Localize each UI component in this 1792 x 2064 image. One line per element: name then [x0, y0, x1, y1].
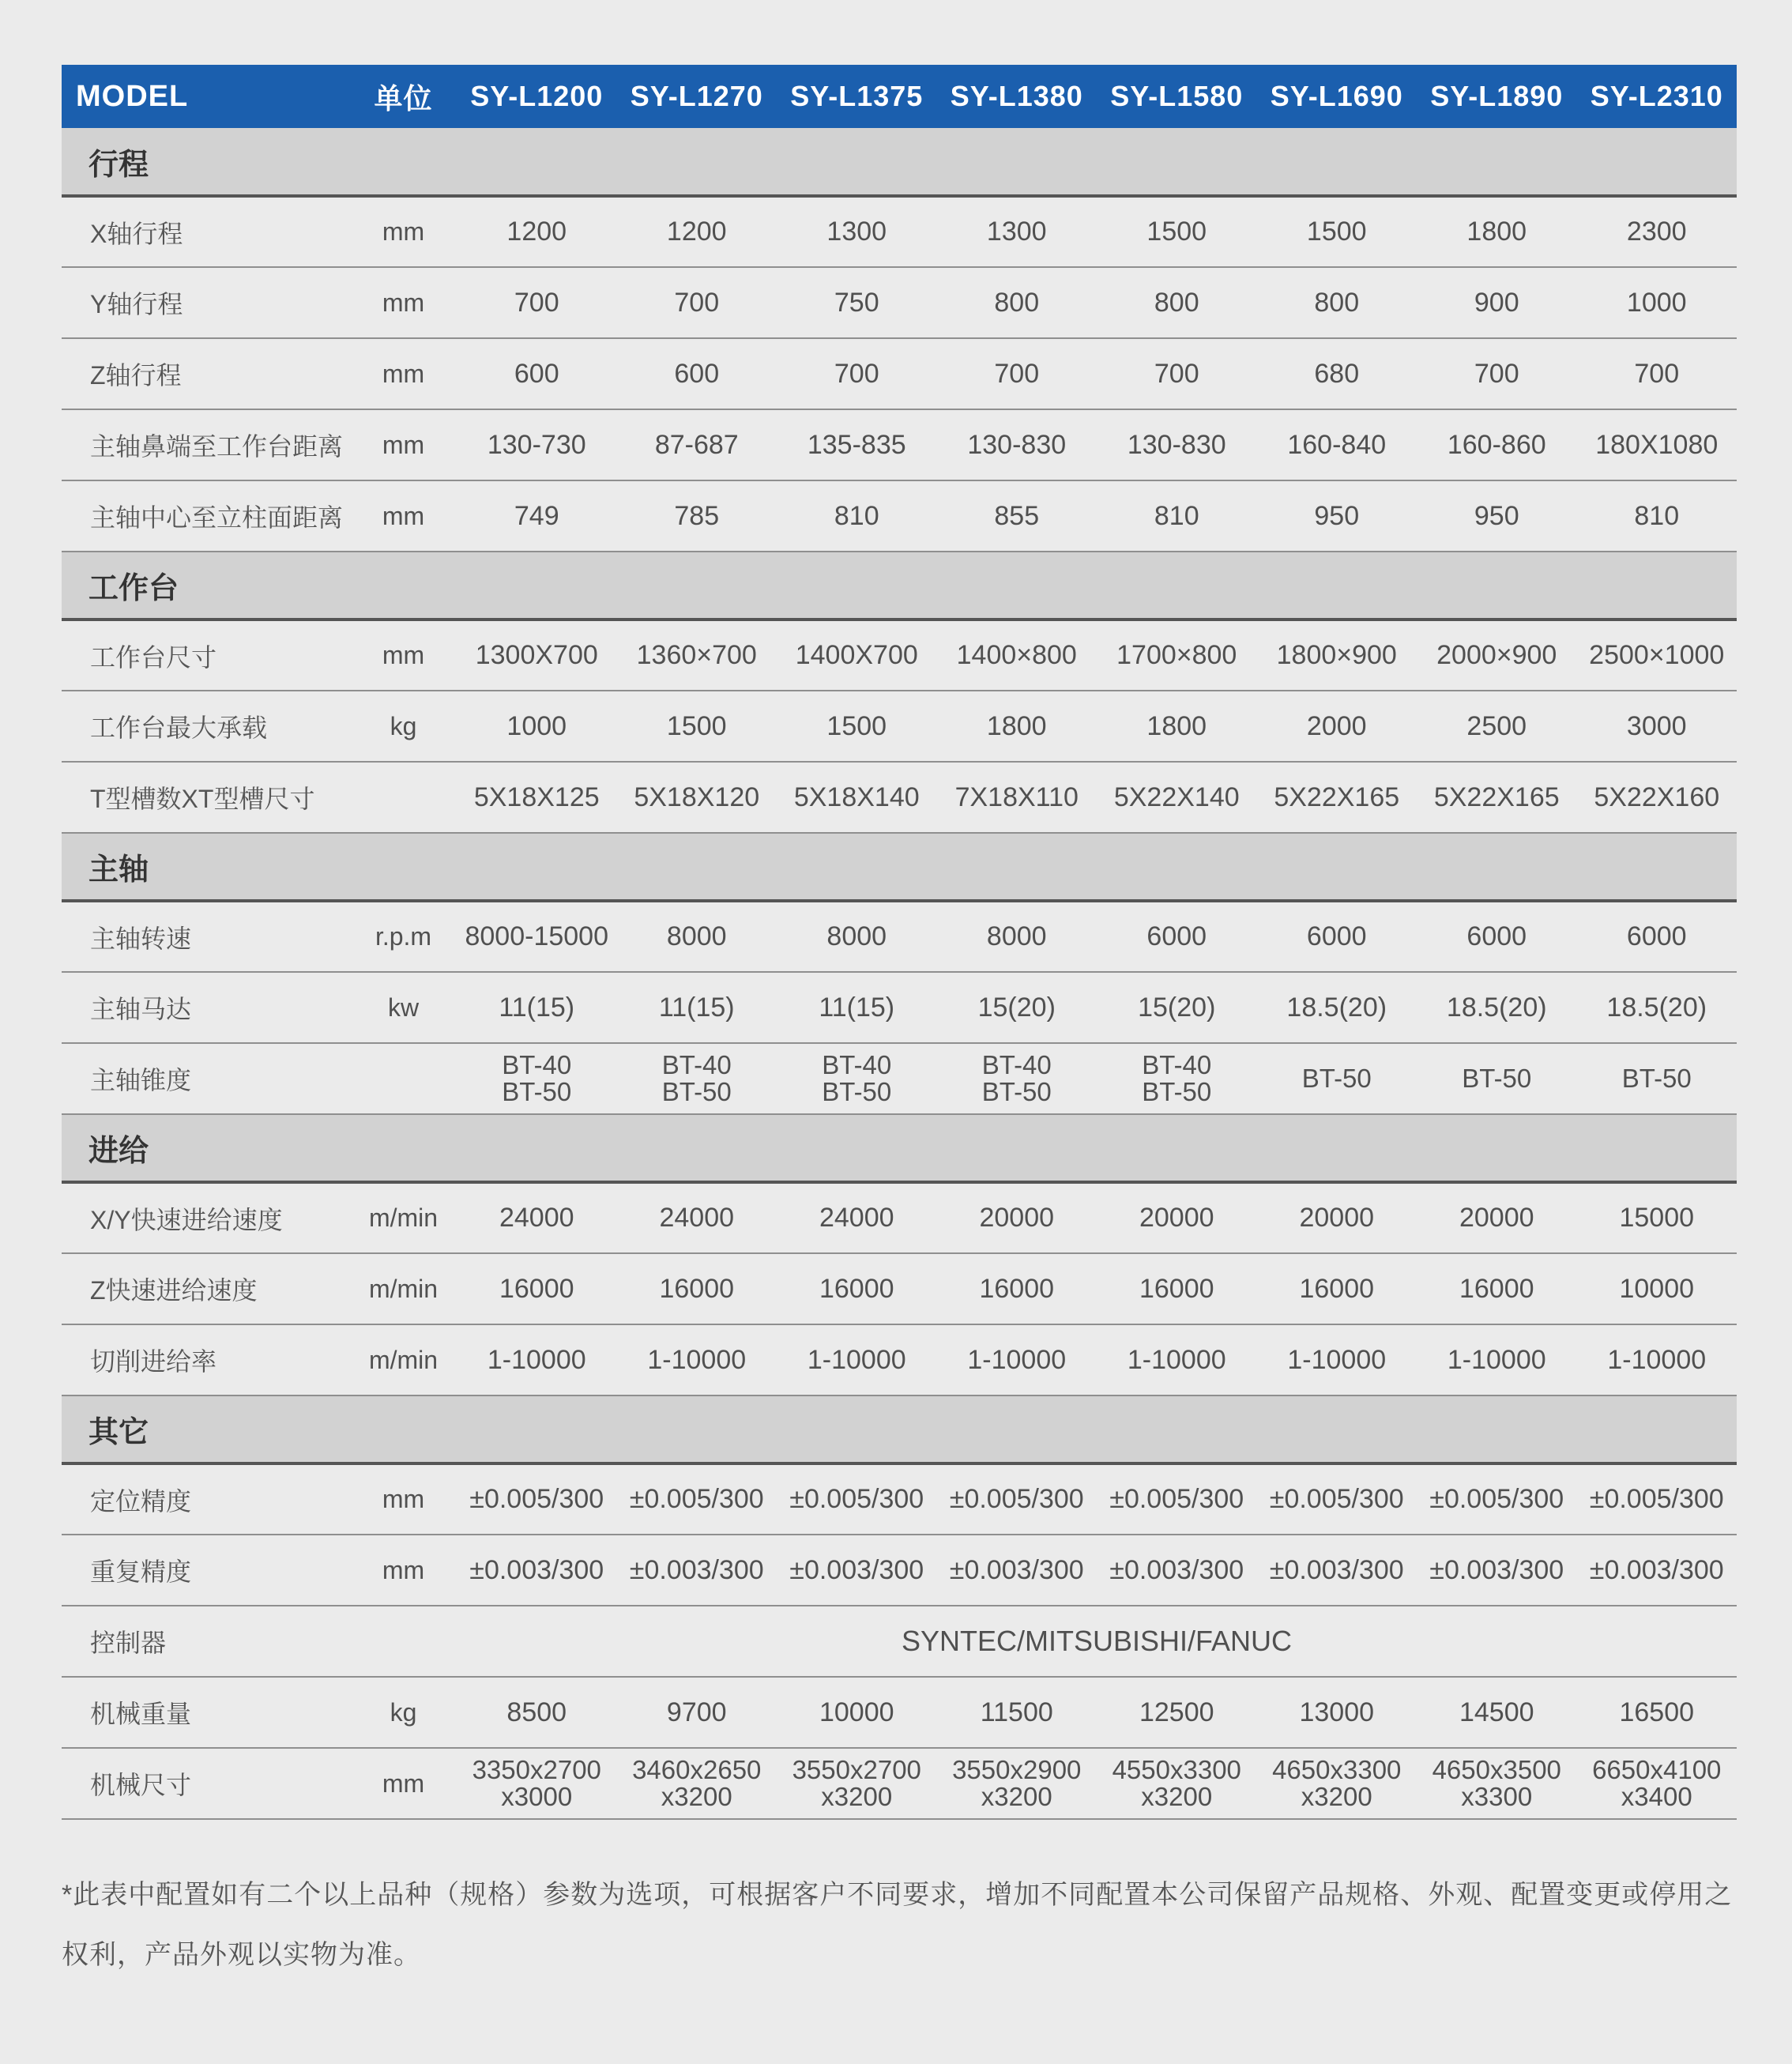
row-value: 16500 — [1577, 1677, 1737, 1748]
row-value-line: 4650x3300 — [1272, 1755, 1402, 1784]
row-value: 700 — [937, 338, 1097, 409]
row-label: 机械重量 — [62, 1677, 350, 1748]
row-value: 1-10000 — [1257, 1324, 1417, 1395]
row-value: 810 — [777, 480, 937, 552]
row-value: 6000 — [1417, 901, 1577, 972]
row-value: 15(20) — [1097, 972, 1257, 1043]
row-value: 1500 — [617, 691, 777, 762]
row-label: Z轴行程 — [62, 338, 350, 409]
unit-header: 单位 — [374, 81, 433, 115]
table-row — [62, 1463, 1737, 1535]
model-name: SY-L2310 — [1590, 80, 1723, 112]
row-value: 20000 — [937, 1182, 1097, 1253]
table-row — [62, 620, 1737, 691]
row-value: 20000 — [1097, 1182, 1257, 1253]
row-value-line: 3460x2650 — [632, 1755, 762, 1784]
row-value-line: BT-50 — [1462, 1064, 1532, 1093]
row-value: 8000-15000 — [457, 901, 617, 972]
row-value: 8000 — [777, 901, 937, 972]
row-value: ±0.003/300 — [1097, 1535, 1257, 1606]
row-value: 160-840 — [1257, 409, 1417, 480]
model-name: SY-L1890 — [1430, 80, 1564, 112]
row-value: ±0.005/300 — [1257, 1463, 1417, 1535]
section-header — [62, 552, 1737, 620]
row-value: 1-10000 — [617, 1324, 777, 1395]
row-value — [1417, 1043, 1577, 1114]
table-row — [62, 267, 1737, 338]
footnote: *此表中配置如有二个以上品种（规格）参数为选项，可根据客户不同要求，增加不同配置本公司保留产品规格、外观、配置变更或停用之权利，产品外观以实物为准。 — [62, 1880, 1733, 1970]
row-label: 定位精度 — [62, 1463, 350, 1535]
row-unit — [350, 1043, 457, 1114]
row-value: 1-10000 — [777, 1324, 937, 1395]
row-value: 1700×800 — [1097, 620, 1257, 691]
row-value: 1-10000 — [1097, 1324, 1257, 1395]
row-value: ±0.003/300 — [1417, 1535, 1577, 1606]
row-unit: mm — [350, 1748, 457, 1819]
row-value-line: BT-50 — [981, 1077, 1052, 1106]
row-value — [457, 1748, 617, 1819]
row-value: 1500 — [1257, 196, 1417, 267]
row-label: 主轴转速 — [62, 901, 350, 972]
row-value: 680 — [1257, 338, 1417, 409]
spec-body — [62, 128, 1737, 1819]
row-unit — [350, 762, 457, 833]
section-title: 主轴 — [62, 833, 1737, 901]
row-label: 机械尺寸 — [62, 1748, 350, 1819]
row-unit: kg — [350, 691, 457, 762]
table-row — [62, 972, 1737, 1043]
section-title: 工作台 — [62, 552, 1737, 620]
row-label: 主轴鼻端至工作台距离 — [62, 409, 350, 480]
row-value: 800 — [1097, 267, 1257, 338]
row-span-value: SYNTEC/MITSUBISHI/FANUC — [457, 1606, 1737, 1677]
row-value: 9700 — [617, 1677, 777, 1748]
row-unit: m/min — [350, 1182, 457, 1253]
row-value: 1300 — [937, 196, 1097, 267]
row-value-line: 3350x2700 — [472, 1755, 601, 1784]
row-value: 16000 — [1417, 1253, 1577, 1324]
table-row — [62, 762, 1737, 833]
row-label: T型槽数XT型槽尺寸 — [62, 762, 350, 833]
row-unit: kw — [350, 972, 457, 1043]
row-value-line: BT-50 — [1621, 1064, 1692, 1093]
row-value: ±0.003/300 — [617, 1535, 777, 1606]
row-value: 10000 — [777, 1677, 937, 1748]
row-value: 1360×700 — [617, 620, 777, 691]
row-value: ±0.003/300 — [777, 1535, 937, 1606]
model-name: SY-L1270 — [630, 80, 763, 112]
row-value: 800 — [937, 267, 1097, 338]
row-value: ±0.005/300 — [457, 1463, 617, 1535]
model-header: MODEL — [76, 79, 189, 113]
row-value: 11(15) — [617, 972, 777, 1043]
table-row — [62, 691, 1737, 762]
row-value: 10000 — [1577, 1253, 1737, 1324]
row-value: 1000 — [457, 691, 617, 762]
row-value: 15(20) — [937, 972, 1097, 1043]
row-value: 16000 — [617, 1253, 777, 1324]
row-unit: mm — [350, 480, 457, 552]
model-name: SY-L1690 — [1270, 80, 1403, 112]
section-header — [62, 1114, 1737, 1182]
row-value — [937, 1748, 1097, 1819]
row-value: 24000 — [617, 1182, 777, 1253]
row-label: 切削进给率 — [62, 1324, 350, 1395]
row-value: 2500×1000 — [1577, 620, 1737, 691]
row-value: 1000 — [1577, 267, 1737, 338]
row-value: 700 — [1097, 338, 1257, 409]
row-value: ±0.005/300 — [1417, 1463, 1577, 1535]
row-value: ±0.005/300 — [937, 1463, 1097, 1535]
row-value: 160-860 — [1417, 409, 1577, 480]
row-value: 8000 — [937, 901, 1097, 972]
row-value: 2500 — [1417, 691, 1577, 762]
row-value: 600 — [457, 338, 617, 409]
row-value: 5X22X140 — [1097, 762, 1257, 833]
row-value: 950 — [1417, 480, 1577, 552]
row-unit: mm — [350, 409, 457, 480]
row-value-line: BT-50 — [1142, 1077, 1212, 1106]
table-row — [62, 196, 1737, 267]
row-value-line: x3400 — [1621, 1782, 1692, 1811]
row-value: 800 — [1257, 267, 1417, 338]
table-row — [62, 409, 1737, 480]
section-header — [62, 128, 1737, 196]
row-unit: mm — [350, 267, 457, 338]
table-row — [62, 901, 1737, 972]
section-title: 进给 — [62, 1114, 1737, 1182]
model-name: SY-L1380 — [950, 80, 1083, 112]
row-value: 700 — [777, 338, 937, 409]
row-value: 700 — [1417, 338, 1577, 409]
row-value-line: BT-50 — [502, 1077, 572, 1106]
row-value: 810 — [1577, 480, 1737, 552]
row-value — [1577, 1748, 1737, 1819]
row-value-line: BT-40 — [502, 1050, 572, 1079]
row-value: 5X18X125 — [457, 762, 617, 833]
row-value: 130-730 — [457, 409, 617, 480]
row-value: 11(15) — [777, 972, 937, 1043]
row-value-line: x3200 — [661, 1782, 732, 1811]
row-value: 180X1080 — [1577, 409, 1737, 480]
row-value-line: 6650x4100 — [1592, 1755, 1722, 1784]
row-value-line: BT-40 — [981, 1050, 1052, 1079]
row-label: 控制器 — [62, 1606, 350, 1677]
row-value: 1500 — [777, 691, 937, 762]
table-row — [62, 1677, 1737, 1748]
row-unit: mm — [350, 1535, 457, 1606]
row-value-line: 3550x2700 — [792, 1755, 921, 1784]
row-value — [1257, 1043, 1417, 1114]
row-value — [1097, 1043, 1257, 1114]
row-label: X/Y快速进给速度 — [62, 1182, 350, 1253]
row-value: 24000 — [777, 1182, 937, 1253]
row-value: 5X22X165 — [1417, 762, 1577, 833]
row-value: 1300 — [777, 196, 937, 267]
row-value: 135-835 — [777, 409, 937, 480]
row-value: 785 — [617, 480, 777, 552]
table-row — [62, 1182, 1737, 1253]
section-header — [62, 833, 1737, 901]
row-unit: mm — [350, 196, 457, 267]
row-value-line: x3200 — [981, 1782, 1052, 1811]
row-value — [1097, 1748, 1257, 1819]
row-value: 20000 — [1417, 1182, 1577, 1253]
row-value: 1-10000 — [937, 1324, 1097, 1395]
row-value: 1-10000 — [457, 1324, 617, 1395]
row-value-line: x3200 — [1301, 1782, 1372, 1811]
row-value: 2000 — [1257, 691, 1417, 762]
row-value: 1800×900 — [1257, 620, 1417, 691]
row-value: 1300X700 — [457, 620, 617, 691]
row-value: 700 — [617, 267, 777, 338]
row-value — [617, 1043, 777, 1114]
row-value: 16000 — [1257, 1253, 1417, 1324]
row-value: 6000 — [1577, 901, 1737, 972]
table-row — [62, 1043, 1737, 1114]
row-value: 810 — [1097, 480, 1257, 552]
row-label: Z快速进给速度 — [62, 1253, 350, 1324]
row-value: 5X22X160 — [1577, 762, 1737, 833]
row-value: 2300 — [1577, 196, 1737, 267]
row-value: ±0.005/300 — [617, 1463, 777, 1535]
row-label: 工作台尺寸 — [62, 620, 350, 691]
row-value: 5X18X120 — [617, 762, 777, 833]
row-unit: r.p.m — [350, 901, 457, 972]
row-value-line: x3200 — [1141, 1782, 1213, 1811]
row-value-line: x3000 — [501, 1782, 573, 1811]
row-value-line: BT-50 — [1301, 1064, 1372, 1093]
row-value: 7X18X110 — [937, 762, 1097, 833]
row-value: 1500 — [1097, 196, 1257, 267]
row-value: 855 — [937, 480, 1097, 552]
table-row — [62, 338, 1737, 409]
row-value-line: BT-40 — [822, 1050, 892, 1079]
row-value: 18.5(20) — [1417, 972, 1577, 1043]
table-row — [62, 480, 1737, 552]
row-label: 重复精度 — [62, 1535, 350, 1606]
row-label: 主轴中心至立柱面距离 — [62, 480, 350, 552]
row-value: 700 — [1577, 338, 1737, 409]
row-unit: m/min — [350, 1324, 457, 1395]
row-value: 750 — [777, 267, 937, 338]
row-value-line: 4650x3500 — [1432, 1755, 1561, 1784]
section-title: 其它 — [62, 1395, 1737, 1463]
row-value: ±0.003/300 — [1257, 1535, 1417, 1606]
row-value — [617, 1748, 777, 1819]
row-unit: m/min — [350, 1253, 457, 1324]
header-row — [62, 65, 1737, 128]
row-value — [777, 1748, 937, 1819]
table-row — [62, 1253, 1737, 1324]
row-value: 24000 — [457, 1182, 617, 1253]
row-value: 6000 — [1257, 901, 1417, 972]
row-value: 1400×800 — [937, 620, 1097, 691]
section-title: 行程 — [62, 128, 1737, 196]
row-value: 130-830 — [937, 409, 1097, 480]
row-value: ±0.005/300 — [1097, 1463, 1257, 1535]
row-value-line: 3550x2900 — [952, 1755, 1082, 1784]
row-value: 15000 — [1577, 1182, 1737, 1253]
row-value: 5X18X140 — [777, 762, 937, 833]
row-value: 11(15) — [457, 972, 617, 1043]
row-unit: mm — [350, 620, 457, 691]
row-value: 8000 — [617, 901, 777, 972]
row-value-line: BT-40 — [661, 1050, 732, 1079]
row-value: 18.5(20) — [1577, 972, 1737, 1043]
row-value: 3000 — [1577, 691, 1737, 762]
row-value: 600 — [617, 338, 777, 409]
row-value: 130-830 — [1097, 409, 1257, 480]
row-value — [937, 1043, 1097, 1114]
row-value: 900 — [1417, 267, 1577, 338]
table-row — [62, 1535, 1737, 1606]
row-value: 1200 — [617, 196, 777, 267]
row-value: ±0.005/300 — [777, 1463, 937, 1535]
row-value-line: x3300 — [1461, 1782, 1533, 1811]
row-unit: kg — [350, 1677, 457, 1748]
row-value: 1-10000 — [1577, 1324, 1737, 1395]
row-value: 20000 — [1257, 1182, 1417, 1253]
model-name: SY-L1375 — [790, 80, 924, 112]
row-value: 1400X700 — [777, 620, 937, 691]
row-value: 1800 — [937, 691, 1097, 762]
model-name: SY-L1200 — [470, 80, 604, 112]
row-value: 16000 — [937, 1253, 1097, 1324]
row-unit — [350, 1606, 457, 1677]
row-value: 749 — [457, 480, 617, 552]
row-value: 12500 — [1097, 1677, 1257, 1748]
row-label: Y轴行程 — [62, 267, 350, 338]
row-value: 16000 — [457, 1253, 617, 1324]
spec-table — [62, 65, 1737, 1820]
row-label: 主轴锥度 — [62, 1043, 350, 1114]
row-value: 1200 — [457, 196, 617, 267]
row-value — [777, 1043, 937, 1114]
row-value: 2000×900 — [1417, 620, 1577, 691]
row-value-line: BT-40 — [1142, 1050, 1212, 1079]
table-row — [62, 1748, 1737, 1819]
row-value — [1577, 1043, 1737, 1114]
row-value: 1-10000 — [1417, 1324, 1577, 1395]
row-label: 工作台最大承载 — [62, 691, 350, 762]
row-label: X轴行程 — [62, 196, 350, 267]
table-row — [62, 1606, 1737, 1677]
row-value: 8500 — [457, 1677, 617, 1748]
table-row — [62, 1324, 1737, 1395]
row-value — [1257, 1748, 1417, 1819]
row-value: 950 — [1257, 480, 1417, 552]
row-value: ±0.003/300 — [1577, 1535, 1737, 1606]
row-value — [1417, 1748, 1577, 1819]
section-header — [62, 1395, 1737, 1463]
row-value: 14500 — [1417, 1677, 1577, 1748]
row-value: 16000 — [777, 1253, 937, 1324]
row-value-line: x3200 — [821, 1782, 893, 1811]
row-unit: mm — [350, 1463, 457, 1535]
row-value: 16000 — [1097, 1253, 1257, 1324]
row-value-line: BT-50 — [661, 1077, 732, 1106]
row-value-line: 4550x3300 — [1112, 1755, 1241, 1784]
row-value: 1800 — [1097, 691, 1257, 762]
row-value: 13000 — [1257, 1677, 1417, 1748]
row-value: 6000 — [1097, 901, 1257, 972]
model-name: SY-L1580 — [1110, 80, 1244, 112]
row-value: 87-687 — [617, 409, 777, 480]
row-value: 11500 — [937, 1677, 1097, 1748]
row-unit: mm — [350, 338, 457, 409]
row-value: ±0.003/300 — [457, 1535, 617, 1606]
row-value: 18.5(20) — [1257, 972, 1417, 1043]
row-value: ±0.003/300 — [937, 1535, 1097, 1606]
row-label: 主轴马达 — [62, 972, 350, 1043]
row-value: 1800 — [1417, 196, 1577, 267]
row-value-line: BT-50 — [822, 1077, 892, 1106]
row-value: ±0.005/300 — [1577, 1463, 1737, 1535]
row-value: 700 — [457, 267, 617, 338]
row-value: 5X22X165 — [1257, 762, 1417, 833]
row-value — [457, 1043, 617, 1114]
